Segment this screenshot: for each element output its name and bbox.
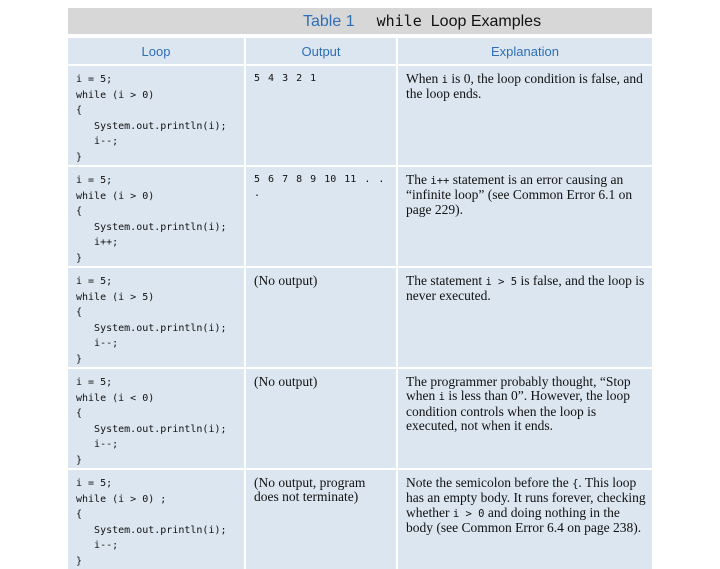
loop-code: i = 5; while (i > 5) { System.out.println(i); i--; } bbox=[76, 276, 227, 365]
output-text: 5 6 7 8 9 10 11 . . . bbox=[254, 174, 385, 199]
table-title-code: while bbox=[376, 12, 422, 30]
explanation-text bbox=[406, 375, 646, 433]
explanation-text bbox=[406, 274, 646, 304]
header-explanation: Explanation bbox=[397, 38, 652, 65]
loop-cell bbox=[68, 267, 245, 368]
table-row bbox=[68, 469, 652, 569]
explanation-segment: is less than 0”. However, the loop condition controls when the loop is executed, not when it ends. bbox=[406, 388, 630, 433]
table-title-text bbox=[377, 12, 541, 30]
explanation-segment: The statement bbox=[406, 273, 486, 288]
loop-code: i = 5; while (i > 0) { System.out.println(i); i--; } bbox=[76, 74, 227, 163]
explanation-segment: The programmer probably thought, “Stop when bbox=[406, 374, 631, 404]
explanation-segment: statement is an error causing an “infinite loop” (see Common Error 6.1 on page 229). bbox=[406, 172, 633, 217]
explanation-text bbox=[406, 476, 646, 535]
explanation-cell bbox=[397, 65, 652, 166]
output-cell bbox=[245, 368, 397, 469]
table-number-label: Table 1 bbox=[303, 13, 355, 30]
output-cell bbox=[245, 166, 397, 267]
inline-code: i++ bbox=[430, 175, 450, 187]
inline-code: i > 0 bbox=[452, 507, 485, 520]
explanation-cell bbox=[397, 368, 652, 469]
explanation-segment: Note the semicolon before the bbox=[406, 475, 573, 490]
explanation-cell bbox=[397, 469, 652, 569]
table-row bbox=[68, 65, 652, 166]
table-row bbox=[68, 368, 652, 469]
table-title-rest: Loop Examples bbox=[430, 13, 542, 30]
inline-code: i > 5 bbox=[485, 276, 518, 288]
output-text: (No output, program does not terminate) bbox=[254, 475, 366, 504]
table-row bbox=[68, 166, 652, 267]
explanation-cell bbox=[397, 166, 652, 267]
inline-code: i bbox=[441, 74, 448, 86]
inline-code: { bbox=[572, 478, 579, 490]
output-text: 5 4 3 2 1 bbox=[254, 73, 317, 84]
loop-code: i = 5; while (i < 0) { System.out.println(i); i--; } bbox=[76, 377, 227, 466]
loop-code: i = 5; while (i > 0) ; { System.out.println(i); i--; } bbox=[76, 478, 227, 567]
output-cell bbox=[245, 267, 397, 368]
output-cell bbox=[245, 65, 397, 166]
explanation-segment: is 0, the loop condition is false, and the loop ends. bbox=[406, 71, 643, 102]
header-loop: Loop bbox=[68, 38, 245, 65]
while-loop-examples-table bbox=[68, 38, 652, 569]
table-row bbox=[68, 267, 652, 368]
loop-cell bbox=[68, 65, 245, 166]
table-header-row bbox=[68, 38, 652, 65]
output-text: (No output) bbox=[254, 273, 318, 288]
loop-cell bbox=[68, 368, 245, 469]
explanation-text bbox=[406, 173, 646, 217]
loop-cell bbox=[68, 469, 245, 569]
explanation-segment: and doing nothing in the body (see Common Error 6.4 on page 238). bbox=[406, 504, 642, 535]
explanation-segment: The bbox=[406, 172, 431, 187]
header-output: Output bbox=[245, 38, 397, 65]
output-cell bbox=[245, 469, 397, 569]
inline-code: i bbox=[438, 391, 445, 404]
explanation-segment: When bbox=[406, 71, 442, 86]
explanation-segment: . This loop has an empty body. It runs forever, checking whether bbox=[406, 475, 646, 520]
table-title bbox=[303, 12, 541, 31]
table-title-bar bbox=[68, 8, 652, 34]
loop-code: i = 5; while (i > 0) { System.out.println(i); i++; } bbox=[76, 175, 227, 264]
explanation-cell bbox=[397, 267, 652, 368]
loop-cell bbox=[68, 166, 245, 267]
output-text: (No output) bbox=[254, 374, 318, 389]
explanation-text bbox=[406, 72, 646, 102]
explanation-segment: is false, and the loop is never executed. bbox=[406, 273, 645, 304]
